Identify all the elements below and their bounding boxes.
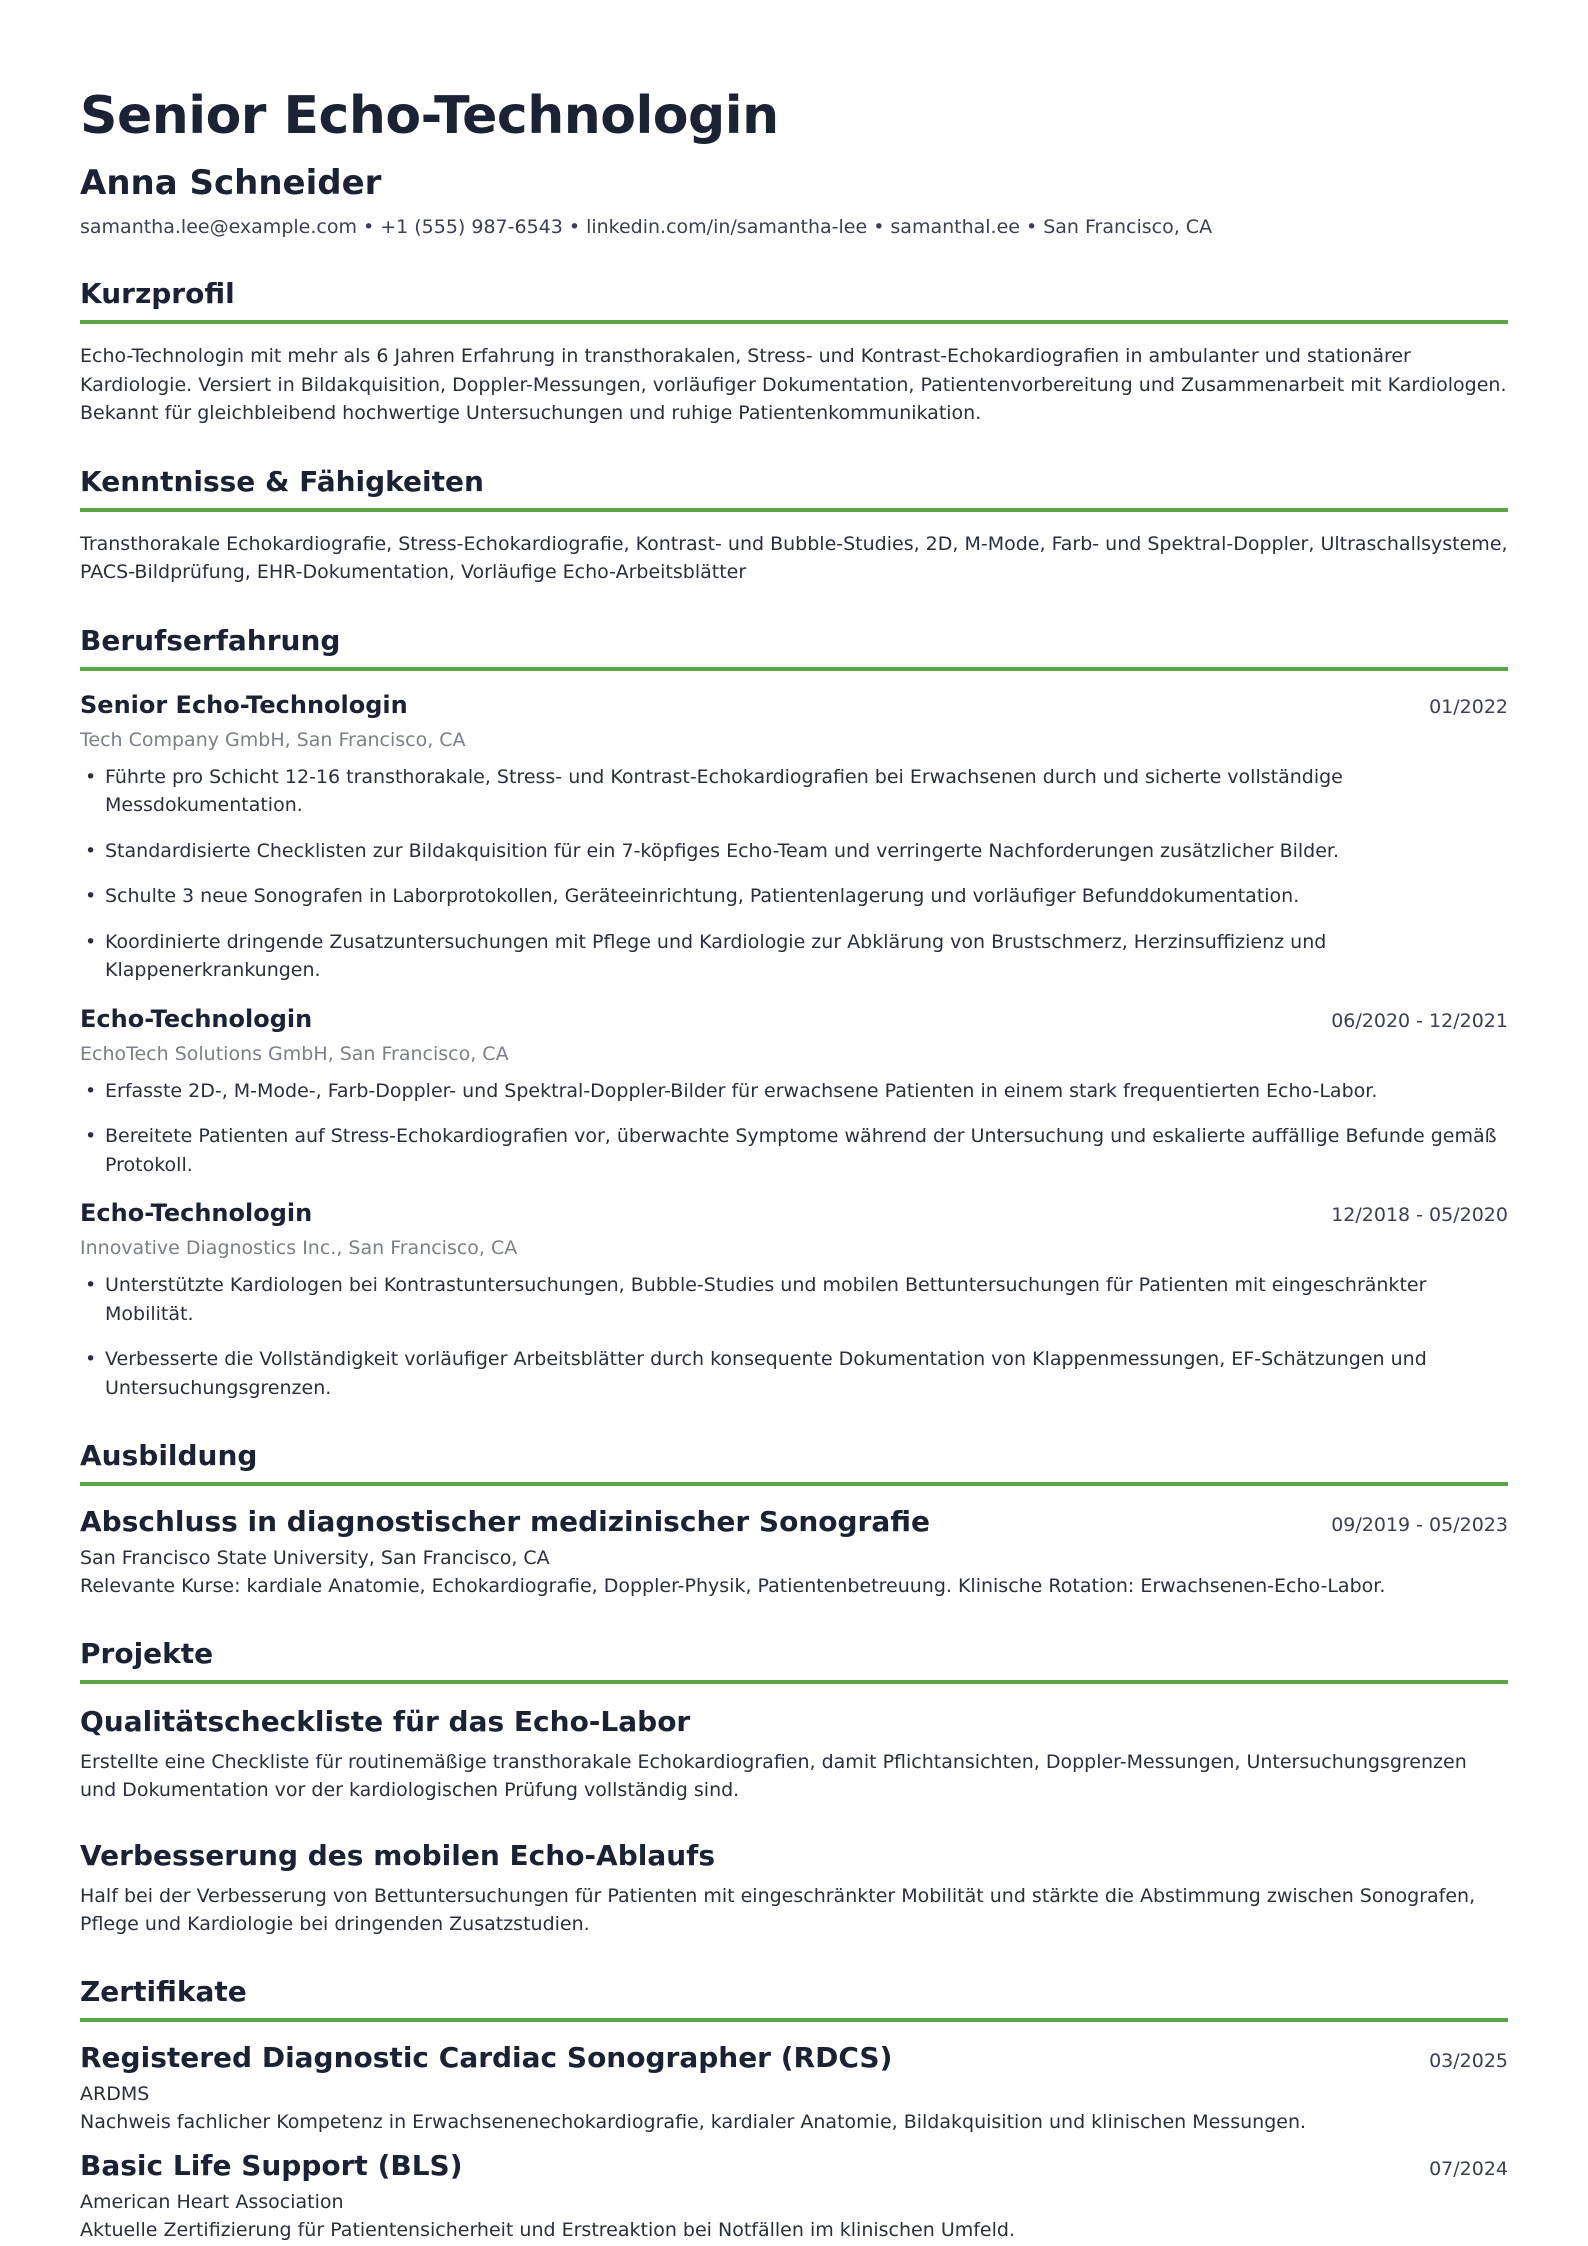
job-bullet: • Schulte 3 neue Sonografen in Laborprotokollen, Geräteeinrichtung, Patientenlagerung und vorläufiger Befunddokumentation.	[80, 882, 1508, 911]
section-heading: Projekte	[80, 1636, 1508, 1684]
section-heading: Kenntnisse & Fähigkeiten	[80, 464, 1508, 512]
job-bullet: • Führte pro Schicht 12-16 transthorakale, Stress- und Kontrast-Echokardiografien bei Erwachsenen durch und sicherte vollständige Messdokumentation.	[80, 763, 1508, 820]
job-bullet: • Unterstützte Kardiologen bei Kontrastuntersuchungen, Bubble-Studies und mobilen Bettuntersuchungen für Patienten mit eingeschränkter Mobilität.	[80, 1271, 1508, 1328]
job-date: 12/2018 - 05/2020	[1331, 1204, 1508, 1226]
contact-separator: •	[873, 216, 885, 238]
job-bullet: • Bereitete Patienten auf Stress-Echokardiografien vor, überwachte Symptome während der Untersuchung und eskalierte auffällige Befunde gemäß Protokoll.	[80, 1122, 1508, 1179]
project-title: Qualitätscheckliste für das Echo-Labor	[80, 1705, 691, 1738]
projects-section	[80, 1636, 1508, 1938]
certificate-text: Aktuelle Zertifizierung für Patientensicherheit und Erstreaktion bei Notfällen im klinischen Umfeld.	[80, 2219, 1015, 2241]
job-entry	[80, 1197, 1508, 1402]
certificate-entry	[80, 2148, 1508, 2244]
job-bullet: • Koordinierte dringende Zusatzuntersuchungen mit Pflege und Kardiologie zur Abklärung von Brustschmerz, Herzinsuffizienz und Klappenerkrankungen.	[80, 928, 1508, 985]
candidate-name: Anna Schneider	[80, 163, 382, 203]
education-date: 09/2019 - 05/2023	[1331, 1514, 1508, 1536]
education-details: Relevante Kurse: kardiale Anatomie, Echokardiografie, Doppler-Physik, Patientenbetreuung. Klinische Rotation: Erwachsenen-Echo-Labor.	[80, 1575, 1386, 1597]
certificate-date: 07/2024	[1429, 2158, 1508, 2180]
project-entry	[80, 1704, 1508, 1804]
project-text: Half bei der Verbesserung von Bettuntersuchungen für Patienten mit eingeschränkter Mobilität und stärkte die Abstimmung zwischen Sonografen, Pflege und Kardiologie bei dringenden Zusatzstudien.	[80, 1885, 1476, 1935]
job-title: Echo-Technologin	[80, 1199, 313, 1227]
contact-email[interactable]: samantha.lee@example.com	[80, 216, 357, 238]
certificate-title: Basic Life Support (BLS)	[80, 2149, 463, 2182]
education-entry	[80, 1504, 1508, 1600]
section-heading: Kurzprofil	[80, 276, 1508, 324]
job-bullet: • Standardisierte Checklisten zur Bildakquisition für ein 7-köpfiges Echo-Team und verringerte Nachforderungen zusätzlicher Bilder.	[80, 837, 1508, 866]
profile-text: Echo-Technologin mit mehr als 6 Jahren Erfahrung in transthorakalen, Stress- und Kontrast-Echokardiografien in ambulanter und stationärer Kardiologie. Versiert in Bildakquisition, Doppler-Messungen, vorläufiger Dokumentation, Patientenvorbereitung und Zusammenarbeit mit Kardiologen. Bekannt für gleichbleibend hochwertige Untersuchungen und ruhige Patientenkommunikation.	[80, 345, 1507, 424]
contact-location: San Francisco, CA	[1043, 216, 1213, 238]
skills-section	[80, 464, 1508, 587]
job-company: EchoTech Solutions GmbH, San Francisco, CA	[80, 1042, 509, 1065]
job-bullet: • Verbesserte die Vollständigkeit vorläufiger Arbeitsblätter durch konsequente Dokumentation von Klappenmessungen, EF-Schätzungen und Untersuchungsgrenzen.	[80, 1345, 1508, 1402]
job-bullets	[80, 763, 1508, 985]
job-bullet: • Erfasste 2D-, M-Mode-, Farb-Doppler- und Spektral-Doppler-Bilder für erwachsene Patienten in einem stark frequentierten Echo-Labor.	[80, 1077, 1508, 1106]
job-entry	[80, 689, 1508, 985]
certificate-title: Registered Diagnostic Cardiac Sonographer (RDCS)	[80, 2041, 893, 2074]
job-company: Innovative Diagnostics Inc., San Francisco, CA	[80, 1237, 518, 1259]
section-heading: Berufserfahrung	[80, 623, 1508, 671]
job-company: Tech Company GmbH, San Francisco, CA	[80, 728, 466, 751]
education-school: San Francisco State University, San Francisco, CA	[80, 1547, 550, 1569]
experience-section	[80, 623, 1508, 1403]
contact-separator: •	[568, 216, 581, 238]
resume-title: Senior Echo-Technologin	[80, 86, 779, 146]
certificate-entry	[80, 2040, 1508, 2136]
project-text: Erstellte eine Checkliste für routinemäßige transthorakale Echokardiografien, damit Pflichtansichten, Doppler-Messungen, Untersuchungsgrenzen und Dokumentation vor der kardiologischen Prüfung vollständig sind.	[80, 1751, 1467, 1801]
job-title: Senior Echo-Technologin	[80, 690, 408, 719]
job-title: Echo-Technologin	[80, 1004, 313, 1033]
education-section	[80, 1438, 1508, 1600]
skills-text: Transthorakale Echokardiografie, Stress-Echokardiografie, Kontrast- und Bubble-Studies, 2D, M-Mode, Farb- und Spektral-Doppler, Ultraschallsysteme, PACS-Bildprüfung, EHR-Dokumentation, Vorläufige Echo-Arbeitsblätter	[80, 532, 1508, 583]
project-entry	[80, 1838, 1508, 1938]
project-title: Verbesserung des mobilen Echo-Ablaufs	[80, 1839, 716, 1872]
contact-line	[80, 214, 1508, 240]
contact-website[interactable]: samanthal.ee	[890, 216, 1020, 238]
job-bullets	[80, 1077, 1508, 1180]
contact-separator: •	[362, 216, 375, 238]
certificate-date: 03/2025	[1429, 2050, 1508, 2072]
contact-phone[interactable]: +1 (555) 987-6543	[380, 216, 563, 238]
job-date: 06/2020 - 12/2021	[1331, 1009, 1508, 1032]
contact-separator: •	[1025, 216, 1038, 238]
section-heading: Ausbildung	[80, 1438, 1508, 1486]
degree-title: Abschluss in diagnostischer medizinischer Sonografie	[80, 1505, 930, 1538]
job-date: 01/2022	[1429, 695, 1508, 718]
certificates-section	[80, 1974, 1508, 2244]
contact-linkedin[interactable]: linkedin.com/in/samantha-lee	[586, 216, 868, 238]
certificate-issuer: ARDMS	[80, 2083, 150, 2105]
certificate-text: Nachweis fachlicher Kompetenz in Erwachsenenechokardiografie, kardialer Anatomie, Bildakquisition und klinischen Messungen.	[80, 2111, 1307, 2133]
job-bullets	[80, 1271, 1508, 1402]
profile-section	[80, 276, 1508, 428]
certificate-issuer: American Heart Association	[80, 2191, 344, 2213]
job-entry	[80, 1003, 1508, 1180]
section-heading: Zertifikate	[80, 1974, 1508, 2022]
